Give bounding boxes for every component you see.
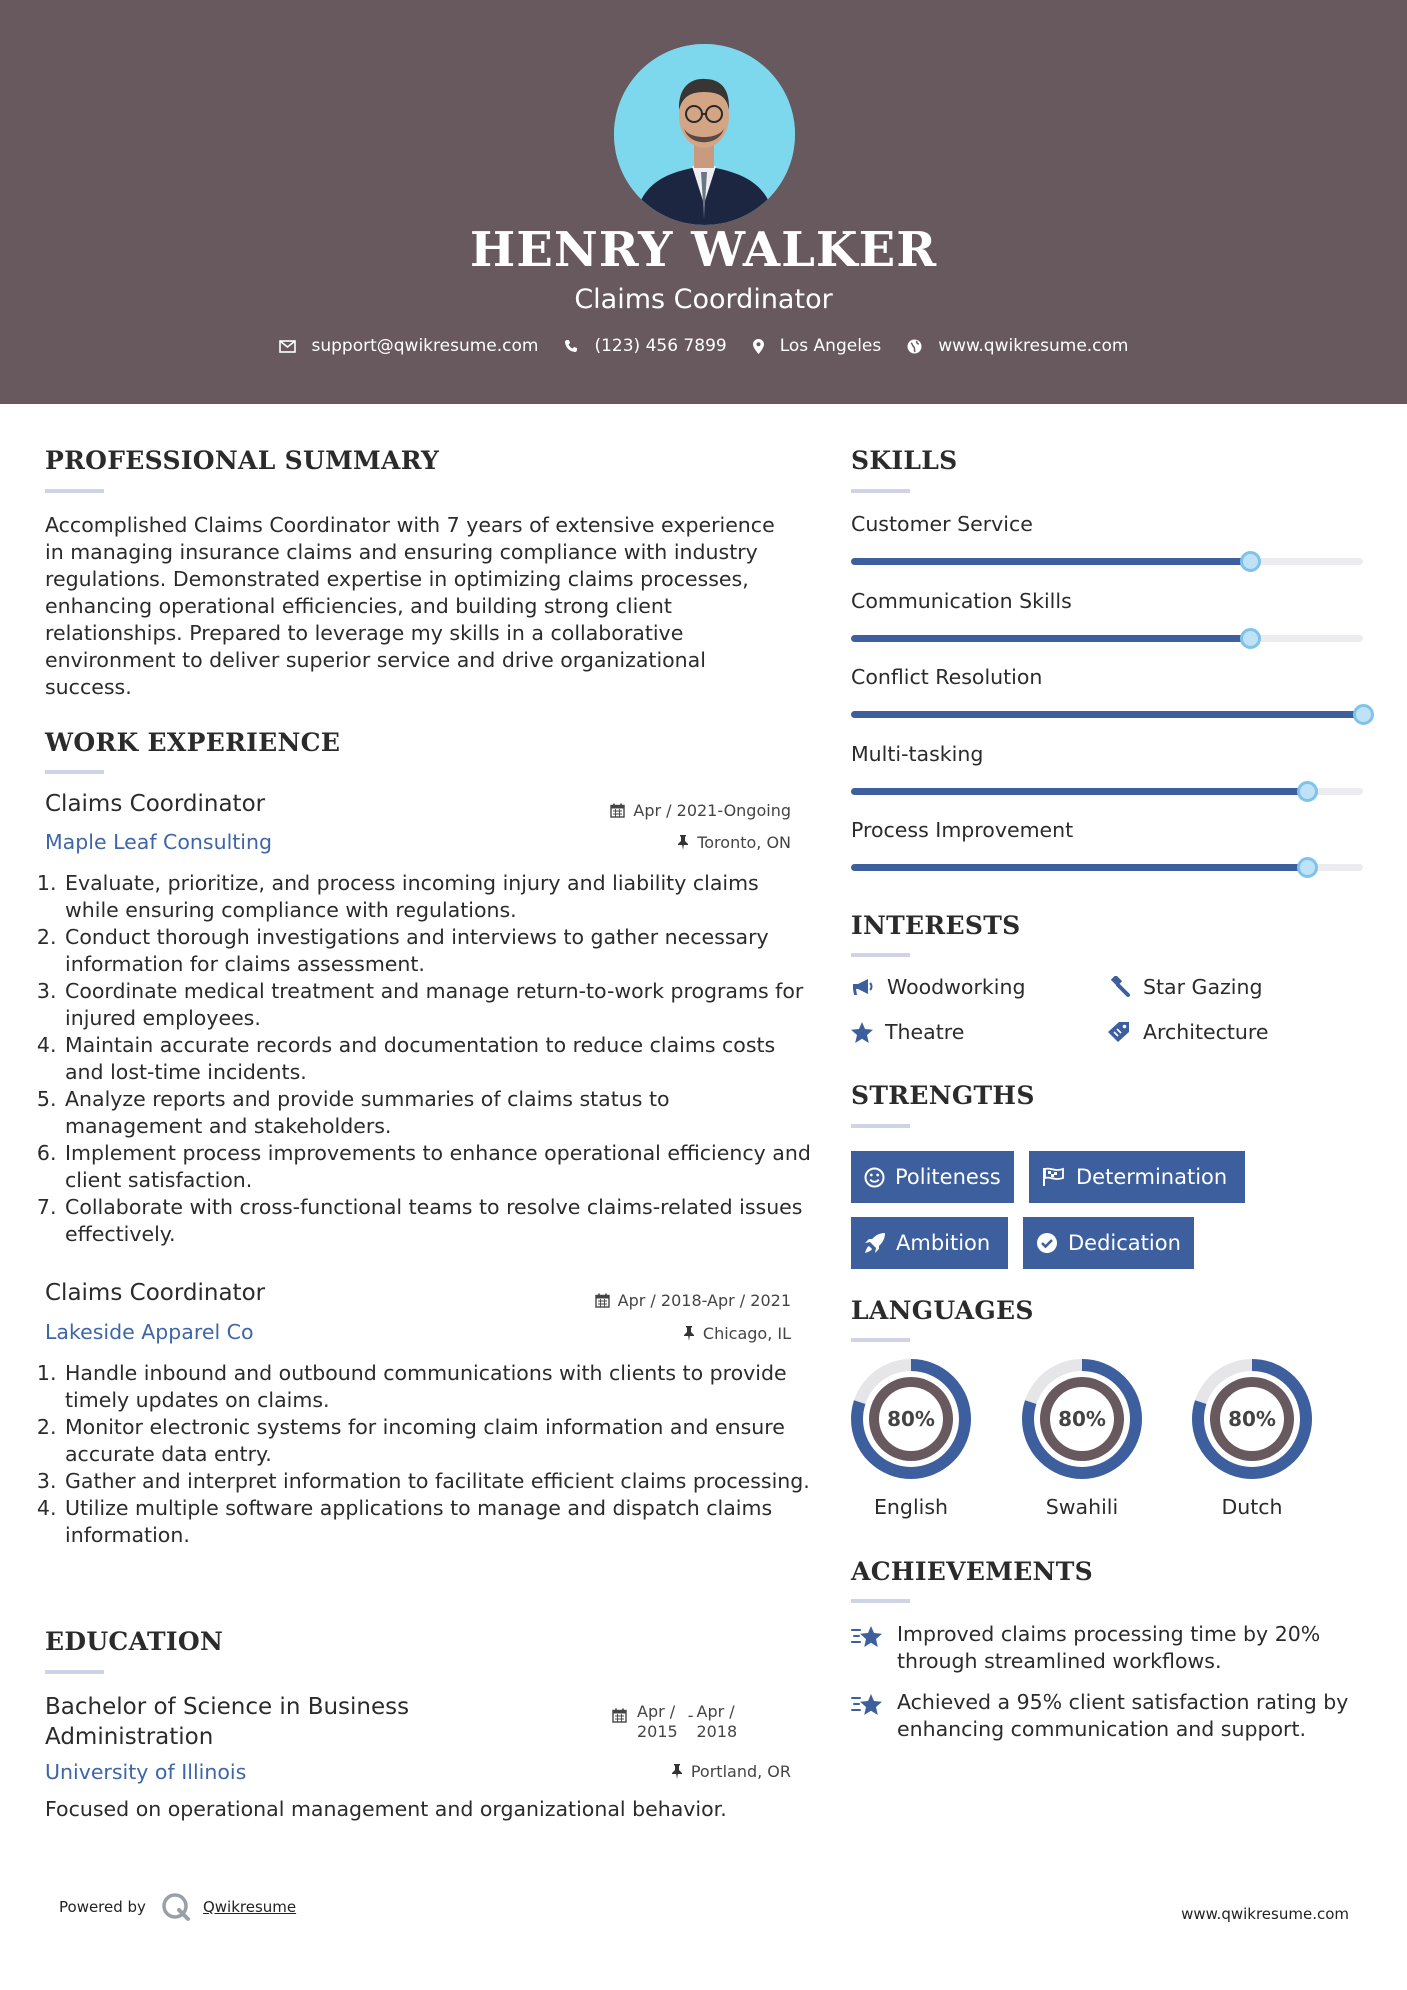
work-heading: WORK EXPERIENCE <box>45 728 341 757</box>
skill-bar <box>851 711 1363 718</box>
job-1-dates-text: Apr / 2021-Ongoing <box>633 801 791 820</box>
school-name: University of Illinois <box>45 1760 247 1784</box>
skill-bar <box>851 864 1363 871</box>
list-item: 3. Coordinate medical treatment and manage return-to-work programs for injured employees. <box>63 978 813 1032</box>
list-item: 4. Maintain accurate records and documentation to reduce claims costs and lost-time incidents. <box>63 1032 813 1086</box>
job-1-company: Maple Leaf Consulting <box>45 830 273 854</box>
skill-bar-fill <box>851 711 1363 718</box>
education-date-dash: - <box>687 1706 694 1725</box>
map-pin-icon <box>753 339 764 354</box>
candidate-name: HENRY WALKER <box>469 222 938 278</box>
contact-phone[interactable] <box>564 336 726 356</box>
list-item: 7. Collaborate with cross-functional teams to resolve claims-related issues effectively. <box>63 1194 813 1248</box>
check-circle-icon <box>1036 1232 1058 1254</box>
summary-rule <box>45 489 104 493</box>
list-item: 6. Implement process improvements to enhance operational efficiency and client satisfaction. <box>63 1140 813 1194</box>
list-item: 1. Handle inbound and outbound communications with clients to provide timely updates on claims. <box>63 1360 813 1414</box>
pushpin-icon <box>683 1326 695 1341</box>
rocket-icon <box>864 1232 886 1254</box>
strength-ambition <box>851 1217 1008 1269</box>
language-donut <box>1021 1358 1143 1480</box>
skill-bar-fill <box>851 864 1307 871</box>
education-rule <box>45 1670 104 1674</box>
job-2-duties <box>45 1360 813 1549</box>
strength-label: Politeness <box>895 1165 1001 1189</box>
calendar-icon <box>612 1708 627 1723</box>
skill-label: Conflict Resolution <box>851 665 1043 689</box>
summary-heading: PROFESSIONAL SUMMARY <box>45 446 440 475</box>
qwikresume-link[interactable]: Qwikresume <box>202 1898 297 1916</box>
achievement-item <box>851 1621 1320 1675</box>
candidate-title: Claims Coordinator <box>574 284 833 315</box>
education-end-month: Apr / <box>696 1702 735 1721</box>
language-label: Swahili <box>1045 1495 1119 1519</box>
footer-powered-by <box>59 1892 296 1922</box>
phone-icon <box>564 339 578 353</box>
achievements-rule <box>851 1599 910 1603</box>
interest-star-gazing <box>1107 975 1262 999</box>
language-percent: 80% <box>1228 1407 1276 1431</box>
job-1-location-text: Toronto, ON <box>697 833 791 852</box>
education-end-year: 2018 <box>696 1722 738 1741</box>
degree-line-1: Bachelor of Science in Business <box>45 1694 410 1720</box>
strength-dedication <box>1023 1217 1194 1269</box>
strengths-heading: STRENGTHS <box>851 1081 1035 1110</box>
contact-website[interactable] <box>907 336 1128 356</box>
calendar-icon <box>610 803 625 818</box>
achievement-line-1: Achieved a 95% client satisfaction rating by <box>897 1690 1349 1714</box>
megaphone-icon <box>851 977 875 997</box>
languages-rule <box>851 1338 910 1342</box>
strength-determination <box>1029 1151 1245 1203</box>
job-1-dates <box>520 801 791 820</box>
job-2-dates <box>500 1291 791 1310</box>
work-rule <box>45 770 104 774</box>
education-end <box>697 1702 738 1742</box>
language-percent: 80% <box>1058 1407 1106 1431</box>
education-start-year: 2015 <box>637 1722 678 1741</box>
skill-bar-fill <box>851 558 1250 565</box>
footer-website[interactable]: www.qwikresume.com <box>1181 1905 1349 1923</box>
pushpin-icon <box>677 835 689 850</box>
summary-text: Accomplished Claims Coordinator with 7 years of extensive experience in managing insurance claims and ensuring compliance with industry regulations. Demonstrated expertise in optimizing claims processes, enhancing operational efficiencies, and building strong client relationships. Prepared to leverage my skills in a collaborative environment to deliver superior service and drive organizational success. <box>45 513 775 699</box>
profile-photo <box>614 44 795 225</box>
job-2-location-text: Chicago, IL <box>702 1324 791 1343</box>
skill-label: Multi-tasking <box>851 741 984 766</box>
education-start-month: Apr / <box>637 1702 676 1721</box>
education-note: Focused on operational management and organizational behavior. <box>45 1797 727 1821</box>
skill-label: Customer Service <box>851 512 1033 536</box>
list-item: 1. Evaluate, prioritize, and process incoming injury and liability claims while ensuring compliance with regulations. <box>63 870 813 924</box>
skill-bar <box>851 635 1363 642</box>
skill-bar <box>851 558 1363 565</box>
header-banner <box>0 0 1407 404</box>
skill-label: Communication Skills <box>851 588 1072 613</box>
skill-slider-knob[interactable] <box>1353 704 1374 725</box>
list-item: 4. Utilize multiple software applications to manage and dispatch claims information. <box>63 1495 813 1549</box>
education-location <box>520 1762 791 1781</box>
achievement-line-2: through streamlined workflows. <box>897 1649 1222 1673</box>
achievement-item <box>851 1689 1348 1743</box>
shooting-star-icon <box>851 1691 883 1717</box>
language-donut <box>1191 1358 1313 1480</box>
achievement-line-2: enhancing communication and support. <box>897 1717 1306 1741</box>
education-start <box>637 1702 678 1742</box>
skill-slider-knob[interactable] <box>1297 857 1318 878</box>
skill-bar-fill <box>851 635 1250 642</box>
flag-icon <box>1042 1167 1066 1187</box>
achievements-heading: ACHIEVEMENTS <box>851 1557 1093 1586</box>
contact-row <box>0 336 1407 356</box>
skill-bar-fill <box>851 788 1307 795</box>
education-location-text: Portland, OR <box>690 1762 791 1781</box>
qwikresume-logo-icon <box>161 1892 191 1922</box>
strength-label: Dedication <box>1068 1231 1181 1255</box>
pushpin-icon <box>671 1764 683 1779</box>
smile-icon <box>864 1167 885 1188</box>
language-label: Dutch <box>1221 1495 1283 1519</box>
interests-heading: INTERESTS <box>851 911 1021 940</box>
strength-politeness <box>851 1151 1014 1203</box>
skills-rule <box>851 489 910 493</box>
interest-label: Architecture <box>1143 1020 1269 1044</box>
interest-woodworking <box>851 975 1025 999</box>
education-heading: EDUCATION <box>45 1627 224 1656</box>
gavel-icon <box>1107 976 1131 998</box>
degree-title <box>45 1692 409 1752</box>
list-item: 3. Gather and interpret information to facilitate efficient claims processing. <box>63 1468 813 1495</box>
contact-email-text: support@qwikresume.com <box>311 336 539 356</box>
avatar <box>614 44 795 225</box>
skill-slider-knob[interactable] <box>1240 551 1261 572</box>
interests-rule <box>851 953 910 957</box>
powered-by-text: Powered by <box>59 1898 146 1916</box>
strengths-rule <box>851 1124 910 1128</box>
languages-heading: LANGUAGES <box>851 1296 1034 1325</box>
language-percent: 80% <box>887 1407 935 1431</box>
interest-label: Theatre <box>885 1020 965 1044</box>
globe-icon <box>907 339 922 354</box>
list-item: 5. Analyze reports and provide summaries of claims status to management and stakeholders. <box>63 1086 813 1140</box>
tag-icon <box>1107 1021 1131 1043</box>
achievement-line-1: Improved claims processing time by 20% <box>897 1622 1321 1646</box>
envelope-icon <box>279 340 296 353</box>
star-icon <box>851 1022 873 1043</box>
contact-phone-text: (123) 456 7899 <box>594 336 727 356</box>
skill-slider-knob[interactable] <box>1240 628 1261 649</box>
job-1-duties <box>45 870 813 1248</box>
contact-website-text: www.qwikresume.com <box>938 336 1129 356</box>
degree-line-2: Administration <box>45 1724 214 1750</box>
skill-label: Process Improvement <box>851 818 1074 842</box>
strength-label: Determination <box>1076 1165 1228 1189</box>
strength-label: Ambition <box>896 1231 991 1255</box>
skill-bar <box>851 788 1363 795</box>
job-1-title: Claims Coordinator <box>45 791 266 817</box>
contact-location <box>753 336 882 356</box>
shooting-star-icon <box>851 1623 883 1649</box>
language-donut <box>850 1358 972 1480</box>
list-item: 2. Conduct thorough investigations and interviews to gather necessary information for claims assessment. <box>63 924 813 978</box>
job-2-company: Lakeside Apparel Co <box>45 1320 254 1344</box>
interest-label: Star Gazing <box>1143 975 1263 999</box>
language-label: English <box>873 1495 949 1519</box>
contact-email[interactable] <box>279 336 539 356</box>
interest-label: Woodworking <box>887 975 1026 999</box>
interest-theatre <box>851 1020 964 1044</box>
job-2-dates-text: Apr / 2018-Apr / 2021 <box>617 1291 791 1310</box>
interest-architecture <box>1107 1020 1269 1044</box>
list-item: 2. Monitor electronic systems for incoming claim information and ensure accurate data entry. <box>63 1414 813 1468</box>
skills-heading: SKILLS <box>851 446 958 475</box>
skill-slider-knob[interactable] <box>1297 781 1318 802</box>
job-2-title: Claims Coordinator <box>45 1280 266 1306</box>
education-dates <box>612 1702 737 1742</box>
contact-location-text: Los Angeles <box>779 336 882 356</box>
job-1-location <box>520 833 791 852</box>
job-2-location <box>520 1324 791 1343</box>
calendar-icon <box>595 1293 610 1308</box>
